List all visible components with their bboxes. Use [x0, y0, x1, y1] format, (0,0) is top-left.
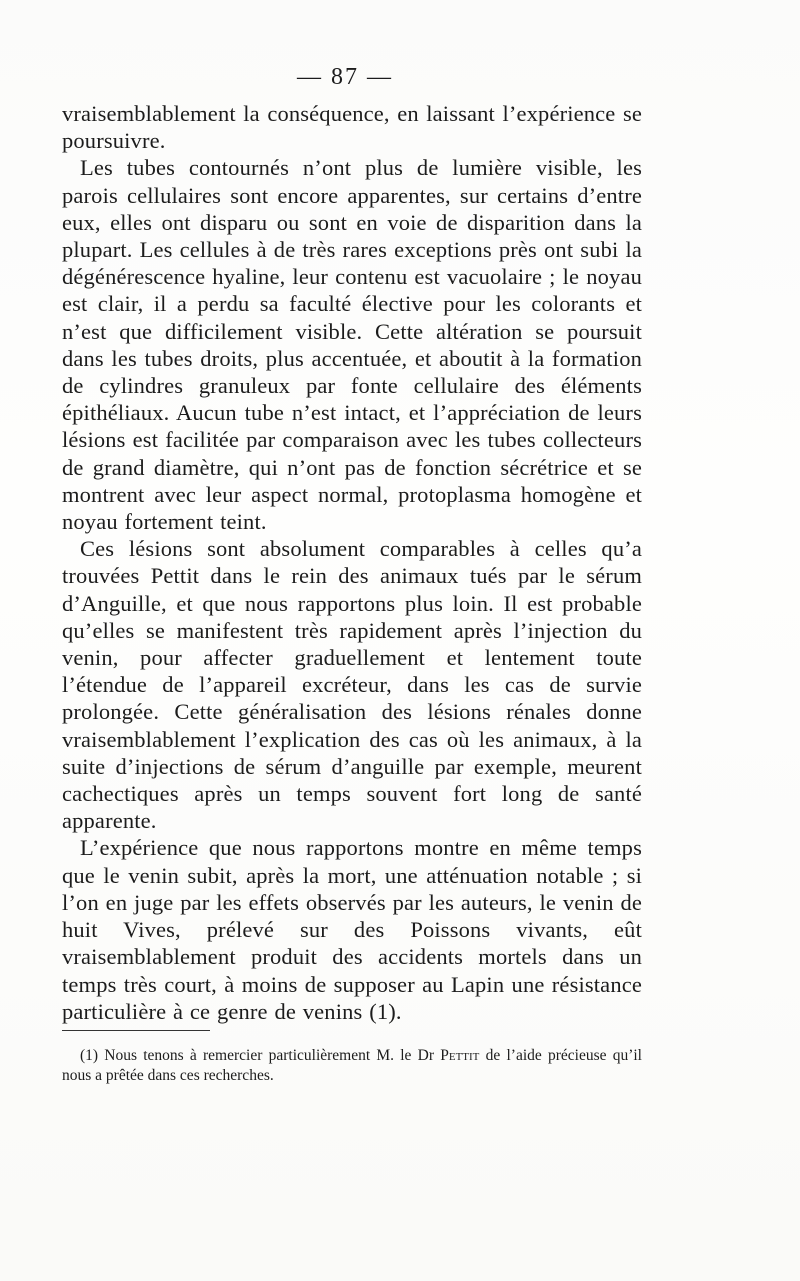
- paragraph-lesions: Ces lésions sont absolument comparables à celles qu’a trouvées Pettit dans le rein des animaux tués par le sérum d’Anguille, et que nous rapportons plus loin. Il est probable qu’elles se manifestent très rapidement après l’injection du venin, pour affecter graduellement et lentement toute l’étendue de l’appareil excréteur, dans les cas de survie prolongée. Cette généralisation des lésions rénales donne vraisemblablement l’explication des cas où les animaux, à la suite d’injections de sérum d’anguille par exemple, meurent cachectiques après un temps souvent fort long de santé apparente.: [62, 536, 642, 834]
- page-number: — 87 —: [297, 64, 393, 90]
- footnote: [62, 1046, 642, 1086]
- footnote-text-after: de l’aide précieuse qu’il nous a prêtée dans ces recherches.: [62, 1047, 642, 1084]
- footnote-name: Pettit: [440, 1047, 480, 1064]
- body-text: [62, 100, 642, 1025]
- paragraph-tubes: Les tubes contournés n’ont plus de lumière visible, les parois cellulaires sont encore apparentes, sur certains d’entre eux, elles ont disparu ou sont en voie de disparition dans la plupart. Les cellules à de très rares exceptions près ont subi la dégénérescence hyaline, leur contenu est vacuolaire ; le noyau est clair, il a perdu sa faculté élective pour les colorants et n’est que difficilement visible. Cette altération se poursuit dans les tubes droits, plus accentuée, et aboutit à la formation de cylindres granuleux par fonte cellulaire des éléments épithéliaux. Aucun tube n’est intact, et l’appréciation de leurs lésions est facilitée par comparaison avec les tubes collecteurs de grand diamètre, qui n’ont pas de fonction sécrétrice et se montrent avec leur aspect normal, protoplasma homogène et noyau fortement teint.: [62, 155, 642, 535]
- paragraph-continuation: vraisemblablement la conséquence, en laissant l’expérience se poursuivre.: [62, 101, 642, 154]
- paragraph-experience: L’expérience que nous rapportons montre en même temps que le venin subit, après la mort, une atténuation notable ; si l’on en juge par les effets observés par les auteurs, le venin de huit Vives, prélevé sur des Poissons vivants, eût vraisemblablement produit des accidents mortels dans un temps très court, à moins de supposer au Lapin une résistance particulière à ce genre de venins (1).: [62, 835, 642, 1024]
- footnote-text-before: (1) Nous tenons à remercier particulièrement M. le Dr: [80, 1047, 441, 1064]
- footnote-separator: [62, 1030, 210, 1031]
